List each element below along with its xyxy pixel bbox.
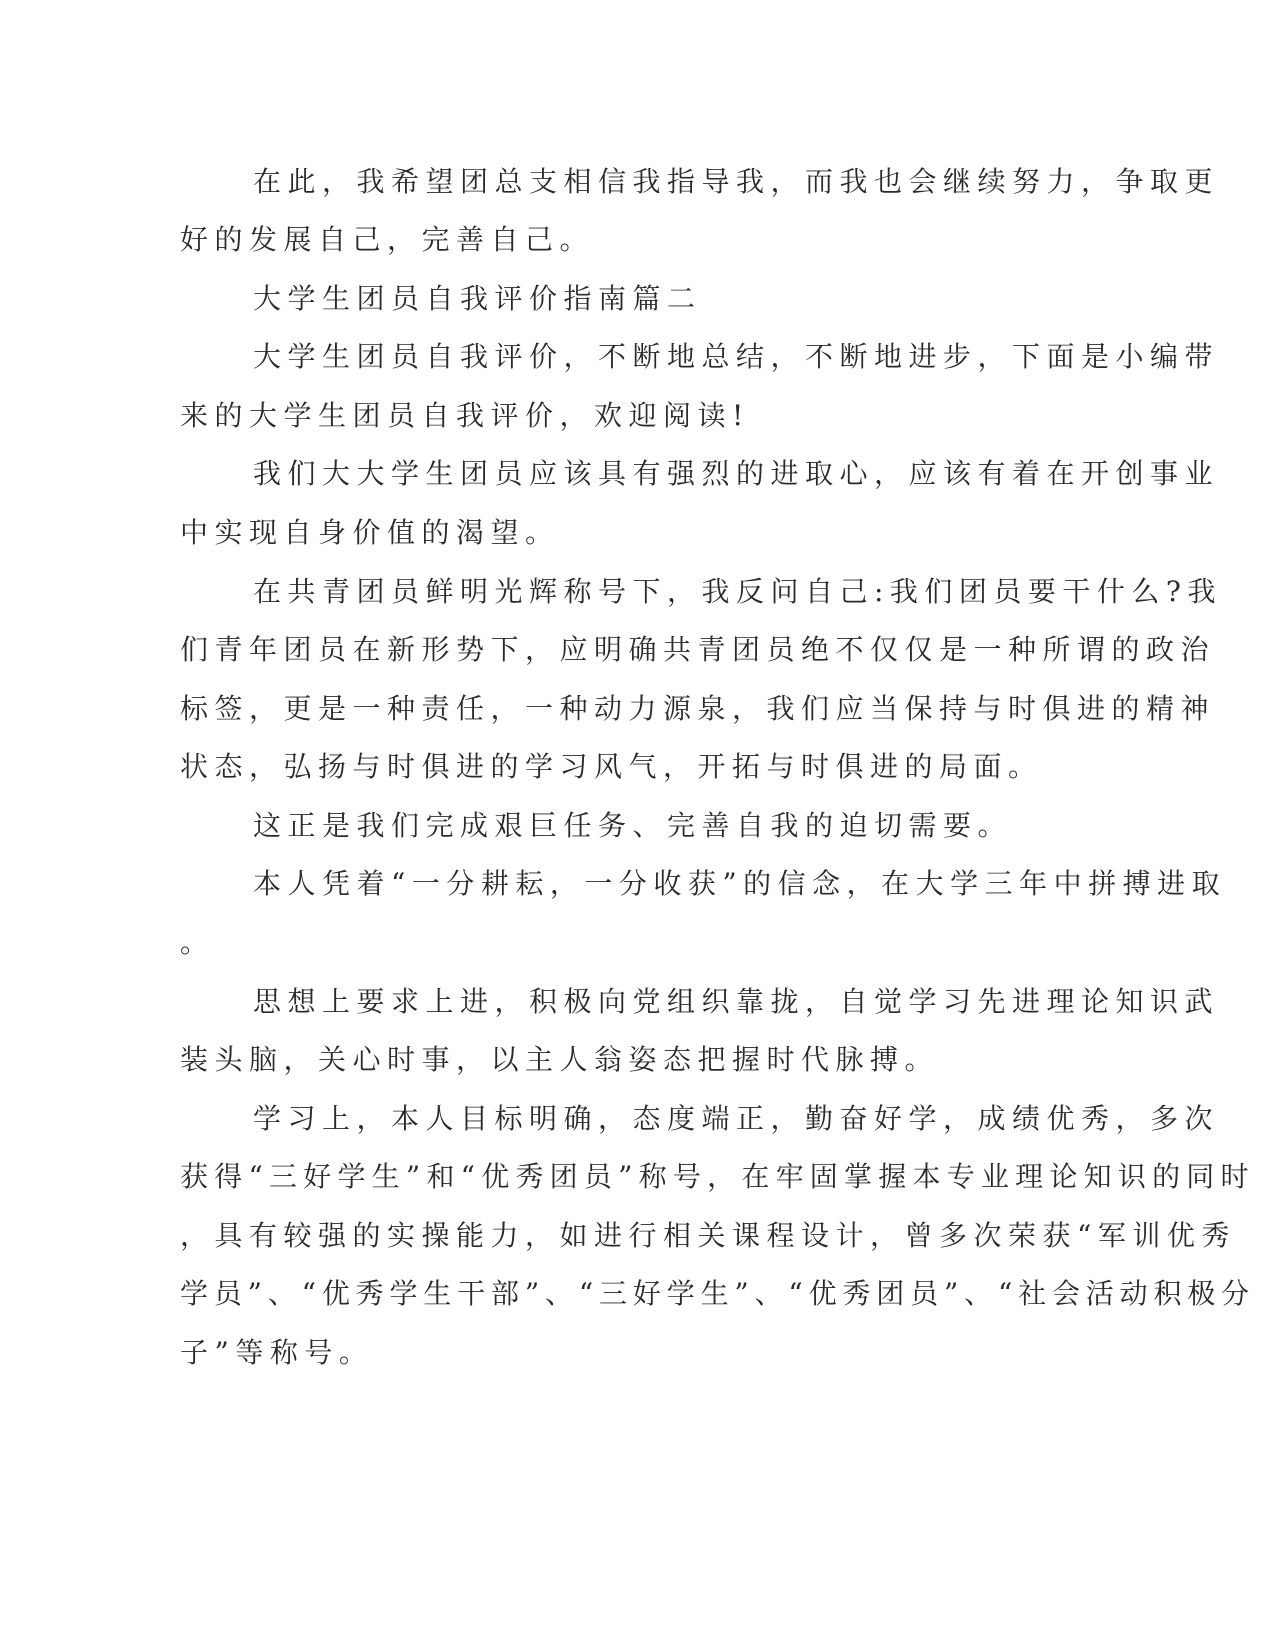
text-line: 好的发展自己，完善自己。	[180, 223, 595, 256]
text-line: 思想上要求上进，积极向党组织靠拢，自觉学习先进理论知识武	[253, 985, 1220, 1018]
text-line: 子”等称号。	[180, 1336, 374, 1369]
text-line: 。	[180, 926, 215, 959]
text-line: 这正是我们完成艰巨任务、完善自我的迫切需要。	[253, 809, 1013, 842]
text-line: 学习上，本人目标明确，态度端正，勤奋好学，成绩优秀，多次	[253, 1102, 1220, 1135]
text-line: 状态，弘扬与时俱进的学习风气，开拓与时俱进的局面。	[180, 750, 1043, 783]
text-line: 大学生团员自我评价，不断地总结，不断地进步，下面是小编带	[253, 340, 1220, 373]
text-line: 装头脑，关心时事，以主人翁姿态把握时代脉搏。	[180, 1043, 940, 1076]
text-line: 来的大学生团员自我评价，欢迎阅读!	[180, 399, 750, 432]
text-line: 学员”、“优秀学生干部”、“三好学生”、“优秀团员”、“社会活动积极分	[180, 1277, 1256, 1310]
text-line: 标签，更是一种责任，一种动力源泉，我们应当保持与时俱进的精神	[180, 692, 1216, 725]
text-line: 们青年团员在新形势下，应明确共青团员绝不仅仅是一种所谓的政治	[180, 633, 1216, 666]
text-line: ，具有较强的实操能力，如进行相关课程设计，曾多次荣获“军训优秀	[180, 1219, 1236, 1252]
text-line: 在此，我希望团总支相信我指导我，而我也会继续努力，争取更	[253, 165, 1220, 198]
text-line: 中实现自身价值的渴望。	[180, 516, 560, 549]
section-heading: 大学生团员自我评价指南篇二	[253, 282, 702, 315]
text-line: 我们大大学生团员应该具有强烈的进取心，应该有着在开创事业	[253, 457, 1220, 490]
text-line: 获得“三好学生”和“优秀团员”称号，在牢固掌握本专业理论知识的同时	[180, 1160, 1255, 1193]
text-line: 在共青团员鲜明光辉称号下，我反问自己:我们团员要干什么?我	[253, 575, 1222, 608]
text-line: 本人凭着“一分耕耘，一分收获”的信念，在大学三年中拼搏进取	[253, 867, 1227, 900]
